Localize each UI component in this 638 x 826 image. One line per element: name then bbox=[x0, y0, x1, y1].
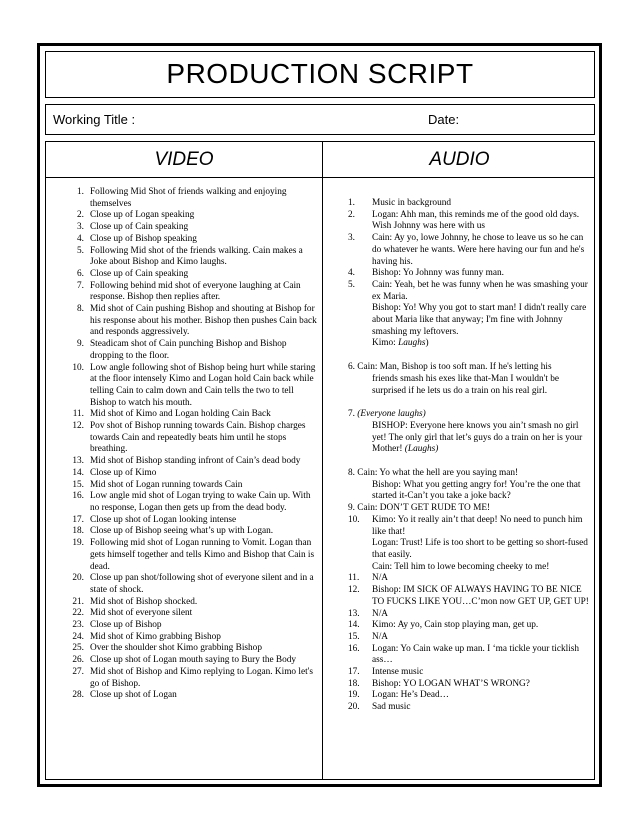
audio-item bbox=[348, 585, 594, 608]
audio-header: AUDIO bbox=[429, 149, 490, 170]
video-item-text: Close up shot of Logan mouth saying to Bury the Body bbox=[90, 655, 297, 666]
audio-item bbox=[348, 690, 594, 702]
video-item-text: Close up of Bishop seeing what’s up with Logan. bbox=[90, 526, 274, 537]
audio-item-number: 18. bbox=[348, 678, 360, 689]
video-item bbox=[68, 304, 318, 339]
video-item-number: 22. bbox=[72, 608, 84, 619]
video-item-number: 26. bbox=[72, 655, 84, 666]
column-divider bbox=[322, 142, 323, 779]
video-item-number: 23. bbox=[72, 620, 84, 631]
audio-item-text: Sad music bbox=[372, 702, 411, 713]
video-item bbox=[68, 515, 318, 527]
audio-line: Cain: Tell him to lowe becoming cheeky to me! bbox=[372, 561, 550, 572]
video-item-text: Close up shot of Logan bbox=[90, 690, 177, 701]
video-item bbox=[68, 597, 318, 609]
video-item-number: 13. bbox=[72, 456, 84, 467]
audio-item-number: 12. bbox=[348, 585, 360, 596]
video-item bbox=[68, 573, 318, 596]
video-item-number: 11. bbox=[72, 409, 84, 420]
audio-item-number: 4. bbox=[348, 268, 355, 279]
audio-item-text: N/A bbox=[372, 573, 389, 584]
audio-item-text: Cain: Yeah, bet he was funny when he was smashing your ex Maria. bbox=[372, 279, 588, 302]
audio-item-number: 10. bbox=[348, 514, 360, 525]
video-item bbox=[68, 632, 318, 644]
video-column bbox=[68, 187, 318, 702]
video-item-text: Mid shot of Bishop shocked. bbox=[90, 596, 198, 607]
video-item-text: Close up of Cain speaking bbox=[90, 268, 189, 279]
audio-item bbox=[348, 573, 594, 585]
audio-item bbox=[348, 210, 594, 233]
video-item-text: Mid shot of Bishop standing infront of Cain’s dead body bbox=[90, 456, 301, 467]
video-item-text: Close up of Kimo bbox=[90, 467, 157, 478]
video-item-text: Following Mid Shot of friends walking and enjoying themselves bbox=[90, 187, 287, 209]
video-item bbox=[68, 491, 318, 514]
audio-item bbox=[348, 620, 594, 632]
video-item bbox=[68, 421, 318, 456]
audio-item bbox=[348, 609, 594, 621]
video-item-number: 16. bbox=[72, 491, 84, 502]
video-item-number: 7. bbox=[77, 280, 84, 291]
audio-item bbox=[348, 268, 594, 280]
video-item bbox=[68, 480, 318, 492]
audio-item-number: 17. bbox=[348, 667, 360, 678]
audio-column bbox=[348, 198, 594, 714]
video-item-text: Close up of Bishop bbox=[90, 620, 162, 631]
audio-line bbox=[348, 338, 594, 350]
video-item-text: Close up shot of Logan looking intense bbox=[90, 514, 237, 525]
header-divider bbox=[46, 177, 594, 178]
video-item-text: Mid shot of Cain pushing Bishop and shouting at Bishop for his response about his mother. Bishop then pushes Cain back and responds aggressively. bbox=[90, 304, 317, 338]
video-item-number: 17. bbox=[72, 514, 84, 525]
audio-item-number: 15. bbox=[348, 631, 360, 642]
video-item bbox=[68, 538, 318, 573]
audio-item-text: Logan: Ahh man, this reminds me of the good old days. Wish Johnny was here with us bbox=[372, 209, 580, 232]
video-item bbox=[68, 363, 318, 410]
video-item bbox=[68, 667, 318, 690]
video-item-number: 14. bbox=[72, 467, 84, 478]
audio-item-text: Bishop: YO LOGAN WHAT’S WRONG? bbox=[372, 678, 530, 689]
audio-paren: ) bbox=[425, 338, 429, 349]
audio-item-text: N/A bbox=[372, 631, 389, 642]
audio-line: friends smash his exes like that-Man I wouldn't be surprised if he lets us do a train on his real girl. bbox=[372, 373, 560, 396]
video-item-number: 6. bbox=[77, 268, 84, 279]
video-item bbox=[68, 409, 318, 421]
audio-item-text: Bishop: Yo Johnny was funny man. bbox=[372, 268, 504, 279]
video-item bbox=[68, 234, 318, 246]
video-item-text: Mid shot of Logan running towards Cain bbox=[90, 479, 243, 490]
video-item-number: 18. bbox=[72, 526, 84, 537]
video-item-text: Low angle following shot of Bishop being hurt while staring at the floor intensely Kimo and Logan hold Cain back while telling Cain to calm down and Cain tells the two to tell Bishop to watch his mouth. bbox=[90, 362, 316, 408]
video-item-text: Steadicam shot of Cain punching Bishop and Bishop dropping to the floor. bbox=[90, 339, 287, 361]
video-item-number: 4. bbox=[77, 233, 84, 244]
video-item bbox=[68, 643, 318, 655]
audio-item-number: 5. bbox=[348, 279, 355, 290]
video-item bbox=[68, 655, 318, 667]
audio-item-number: 19. bbox=[348, 690, 360, 701]
video-item-text: Mid shot of Kimo grabbing Bishop bbox=[90, 631, 221, 642]
video-item-number: 28. bbox=[72, 690, 84, 701]
video-item-text: Close up of Cain speaking bbox=[90, 222, 189, 233]
spacer bbox=[348, 350, 594, 362]
video-item-number: 27. bbox=[72, 666, 84, 677]
video-item bbox=[68, 281, 318, 304]
video-item-number: 21. bbox=[72, 596, 84, 607]
video-item-number: 24. bbox=[72, 631, 84, 642]
video-item-text: Close up of Logan speaking bbox=[90, 210, 195, 221]
video-item bbox=[68, 210, 318, 222]
video-item bbox=[68, 456, 318, 468]
video-item bbox=[68, 526, 318, 538]
video-item bbox=[68, 187, 318, 210]
video-item-number: 9. bbox=[77, 339, 84, 350]
audio-speaker: Kimo: bbox=[372, 338, 399, 349]
audio-item-number: 2. bbox=[348, 209, 355, 220]
video-item-number: 5. bbox=[77, 245, 84, 256]
video-item-number: 20. bbox=[72, 573, 84, 584]
audio-line: Bishop: What you getting angry for! You’re the one that started it-Can’t you take a joke back? bbox=[372, 479, 581, 502]
audio-direction: (Laughs) bbox=[404, 444, 439, 455]
spacer bbox=[348, 456, 594, 468]
video-item-text: Close up pan shot/following shot of everyone silent and in a state of shock. bbox=[90, 573, 314, 595]
audio-item-text: Music in background bbox=[372, 198, 452, 208]
audio-item-text: BISHOP: Everyone here knows you ain’t smash no girl yet! The only girl that let’s guys do a train on her is your Mother! bbox=[372, 420, 583, 455]
audio-item-number: 3. bbox=[348, 233, 355, 244]
audio-line: 6. Cain: Man, Bishop is too soft man. If he's letting his bbox=[348, 362, 552, 373]
video-item-number: 8. bbox=[77, 304, 84, 315]
audio-line: Bishop: Yo! Why you got to start man! I didn't really care about Maria like that anyway; I'm fine with Johnny smashing my leftovers. bbox=[372, 303, 587, 337]
video-item-text: Pov shot of Bishop running towards Cain. Bishop charges towards Cain and repeatedly beats him until he stops breathing. bbox=[90, 421, 306, 455]
audio-item bbox=[348, 280, 594, 303]
audio-item-text: Cain: Ay yo, lowe Johnny, he chose to leave us so he can do whatever he wants. Were here having our fun and he's having his. bbox=[372, 233, 585, 267]
video-item-text: Close up of Bishop speaking bbox=[90, 233, 197, 244]
video-item-text: Following mid shot of Logan running to Vomit. Logan than gets himself together and tells Kimo and Bishop that Cain is dead. bbox=[90, 538, 315, 572]
video-item bbox=[68, 468, 318, 480]
audio-item bbox=[348, 644, 594, 667]
video-item-text: Following Mid shot of the friends walking. Cain makes a Joke about Bishop and Kimo laughs. bbox=[90, 245, 303, 268]
video-item-number: 25. bbox=[72, 643, 84, 654]
audio-item-text: N/A bbox=[372, 608, 389, 619]
audio-line bbox=[348, 421, 594, 456]
audio-item-text: Logan: He’s Dead… bbox=[372, 690, 449, 701]
audio-line bbox=[348, 409, 594, 421]
audio-direction: Laughs bbox=[398, 338, 426, 349]
title-box bbox=[45, 51, 595, 98]
page-title: PRODUCTION SCRIPT bbox=[166, 58, 474, 89]
video-item-number: 10. bbox=[72, 362, 84, 373]
video-header: VIDEO bbox=[154, 149, 214, 170]
audio-item-number: 11. bbox=[348, 573, 360, 584]
video-item-number: 1. bbox=[77, 187, 84, 197]
audio-item-number: 7. bbox=[348, 409, 358, 420]
audio-item bbox=[348, 632, 594, 644]
audio-item bbox=[348, 667, 594, 679]
video-item bbox=[68, 339, 318, 362]
video-item-text: Following behind mid shot of everyone laughing at Cain response. Bishop then replies after. bbox=[90, 280, 301, 303]
audio-item-number: 16. bbox=[348, 643, 360, 654]
video-item bbox=[68, 222, 318, 234]
video-item-text: Mid shot of Bishop and Kimo replying to Logan. Kimo let's go of Bishop. bbox=[90, 666, 313, 689]
audio-line: Logan: Trust! Life is too short to be getting so short-fused that easily. bbox=[372, 538, 588, 560]
audio-line: 9. Cain: DON’T GET RUDE TO ME! bbox=[348, 503, 491, 514]
video-item bbox=[68, 269, 318, 281]
audio-item-number: 1. bbox=[348, 198, 355, 208]
meta-row bbox=[45, 104, 595, 135]
audio-item-text: Intense music bbox=[372, 667, 424, 678]
video-item-text: Low angle mid shot of Logan trying to wake Cain up. With no response, Logan then gets up from the dead body. bbox=[90, 491, 311, 513]
audio-item bbox=[348, 679, 594, 691]
audio-item-text: Bishop: IM SICK OF ALWAYS HAVING TO BE NICE TO FUCKS LIKE YOU…C’mon now GET UP, GET UP! bbox=[372, 585, 589, 607]
video-item bbox=[68, 620, 318, 632]
video-item-text: Mid shot of everyone silent bbox=[90, 608, 193, 619]
video-item-number: 3. bbox=[77, 222, 84, 233]
audio-item-text: Kimo: Ay yo, Cain stop playing man, get up. bbox=[372, 620, 539, 631]
video-item bbox=[68, 690, 318, 702]
audio-direction: (Everyone laughs) bbox=[357, 409, 426, 420]
video-item-text: Mid shot of Kimo and Logan holding Cain Back bbox=[90, 409, 271, 420]
audio-item bbox=[348, 515, 594, 538]
audio-item-number: 14. bbox=[348, 620, 360, 631]
video-item-number: 15. bbox=[72, 479, 84, 490]
audio-line: 8. Cain: Yo what the hell are you saying man! bbox=[348, 468, 519, 479]
video-item-number: 12. bbox=[72, 421, 84, 432]
script-table bbox=[45, 141, 595, 780]
audio-item bbox=[348, 233, 594, 268]
date-label: Date: bbox=[428, 112, 460, 127]
working-title-label: Working Title : bbox=[53, 112, 136, 127]
audio-item-text: Logan: Yo Cain wake up man. I ‘ma tickle your ticklish ass… bbox=[372, 643, 580, 666]
video-item bbox=[68, 246, 318, 269]
video-item-number: 19. bbox=[72, 538, 84, 549]
audio-item-number: 20. bbox=[348, 702, 360, 713]
spacer bbox=[348, 397, 594, 409]
audio-item-text: Kimo: Yo it really ain’t that deep! No need to punch him like that! bbox=[372, 514, 583, 537]
audio-item bbox=[348, 198, 594, 210]
video-item-text: Over the shoulder shot Kimo grabbing Bishop bbox=[90, 643, 262, 654]
audio-item bbox=[348, 702, 594, 714]
audio-item-number: 13. bbox=[348, 608, 360, 619]
video-item bbox=[68, 608, 318, 620]
video-item-number: 2. bbox=[77, 210, 84, 221]
